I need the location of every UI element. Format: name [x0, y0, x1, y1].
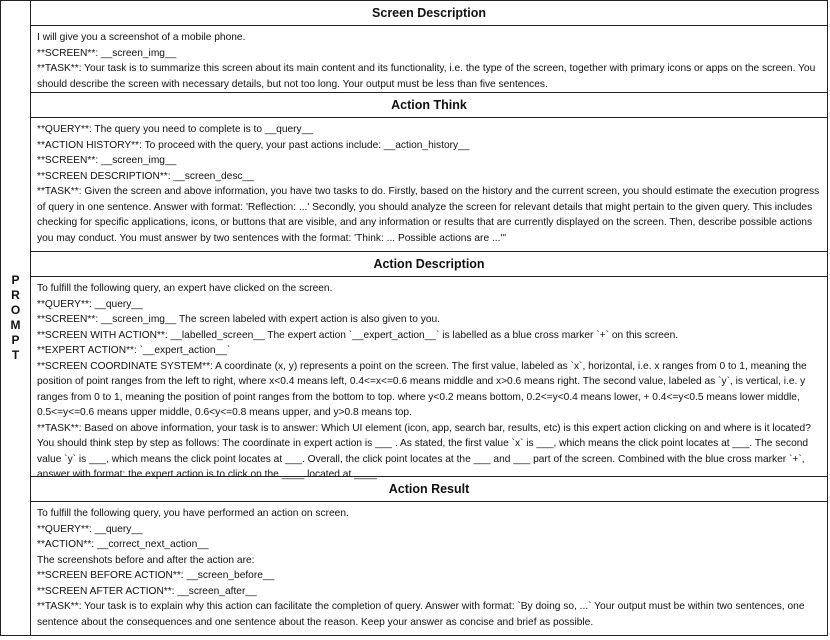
section-line: **SCREEN**: __screen_img__: [37, 155, 177, 166]
section-line: **SCREEN WITH ACTION**: __labelled_screen__ The expert action `__expert_action__` is labelled as a blue cross marker `+` on this screen.: [37, 329, 679, 341]
prompt-side-label: PROMPT: [10, 273, 21, 362]
section-line: **SCREEN**: __screen_img__: [37, 47, 177, 59]
section-line: **SCREEN DESCRIPTION**: __screen_desc__: [37, 170, 254, 182]
section-title: Action Result: [31, 477, 827, 502]
section-title: Screen Description: [31, 1, 827, 26]
section-body: [31, 502, 827, 635]
section-line: **ACTION HISTORY**: To proceed with the query, your past actions include: __action_history__: [37, 139, 470, 151]
section-line: **SCREEN AFTER ACTION**: __screen_after__: [37, 585, 257, 597]
prompt-sections: [31, 1, 827, 635]
section-body: [31, 118, 827, 251]
section-line: **SCREEN**: __screen_img__ The screen labeled with expert action is also given to you.: [37, 314, 441, 325]
section-line: **SCREEN BEFORE ACTION**: __screen_before__: [37, 570, 275, 581]
section-action-result: [31, 476, 827, 635]
section-line: To fulfill the following query, you have performed an action on screen.: [37, 508, 349, 519]
section-action-description: [31, 251, 827, 480]
section-line: **QUERY**: __query__: [37, 298, 143, 310]
section-line: **EXPERT ACTION**: `__expert_action__`: [37, 345, 231, 356]
section-line: **TASK**: Given the screen and above information, you have two tasks to do. Firstly, based on the history and the current screen, you should estimate the execution progress of query in one sentence. Answer with format: 'Reflection: ...' Secondly, you should analyze the screen for relevant details that might pertain to the given query. This includes checking for specific applications, icons, or buttons that are visible, and any information or results that are currently displayed on the screen. Then, describe possible actions you may conduct. You must answer by two sentences with the format: 'Think: ... Possible actions are ...'": [37, 186, 820, 244]
section-line: **TASK**: Based on above information, your task is to answer: Which UI element (icon, app, search bar, results, etc) is this expert action clicking on and where is it located? You should think step by step as follows: The coordinate in expert action is ___ . As stated, the first value `x` is ___, which means the click point locates at ___. The second value `y` is ___, which means the click point locates at ___. Overall, the click point locates at the ___ and ___ part of the screen. Combined with the blue cross marker `+`, answer with format: the expert action is to click on the ____ located at ____ .: [37, 422, 811, 480]
section-title: Action Think: [31, 93, 827, 118]
section-line: **TASK**: Your task is to explain why this action can facilitate the completion of query. Answer with format: `By doing so, ...` Your output must be within two sentences, one sentence about the consequences and one sentence about the reason. Keep your answer as concise and brief as possible.: [37, 601, 805, 628]
section-line: I will give you a screenshot of a mobile phone.: [37, 32, 246, 43]
section-line: **SCREEN COORDINATE SYSTEM**: A coordinate (x, y) represents a point on the screen. The first value, labeled as `x`, horizontal, i.e. x ranges from 0 to 1, meaning the position of point ranges from the left to right, where x<0.4 means left, 0.4<=x<=0.6 means middle and x>0.6 means right. The second value, labeled as `y`, is vertical, i.e. y ranges from 0 to 1, meaning the position of point ranges from the bottom to top. where y<0.2 means bottom, 0.2<=y<0.4 means lower, + 0.4<=y<0.5 means lower middle, 0.5<=y<=0.6 means upper middle, 0.6<y<=0.8 means upper, and y>0.8 means top.: [37, 360, 807, 418]
section-body: [31, 277, 827, 488]
section-line: **ACTION**: __correct_next_action__: [37, 539, 209, 550]
section-line: **QUERY**: The query you need to complete is to __query__: [37, 124, 313, 135]
section-body: [31, 26, 827, 97]
section-line: To fulfill the following query, an expert have clicked on the screen.: [37, 283, 333, 294]
section-action-think: [31, 92, 827, 251]
section-screen-description: [31, 1, 827, 92]
section-title: Action Description: [31, 252, 827, 277]
section-line: The screenshots before and after the action are:: [37, 554, 255, 566]
prompt-side-column: [1, 1, 31, 635]
section-line: **QUERY**: __query__: [37, 523, 143, 535]
section-line: **TASK**: Your task is to summarize this screen about its main content and its functionality, i.e. the type of the screen, together with primary icons or apps on the screen. You should describe the screen with necessary details, but not too long. Your output must be less than five sentences.: [37, 63, 816, 90]
